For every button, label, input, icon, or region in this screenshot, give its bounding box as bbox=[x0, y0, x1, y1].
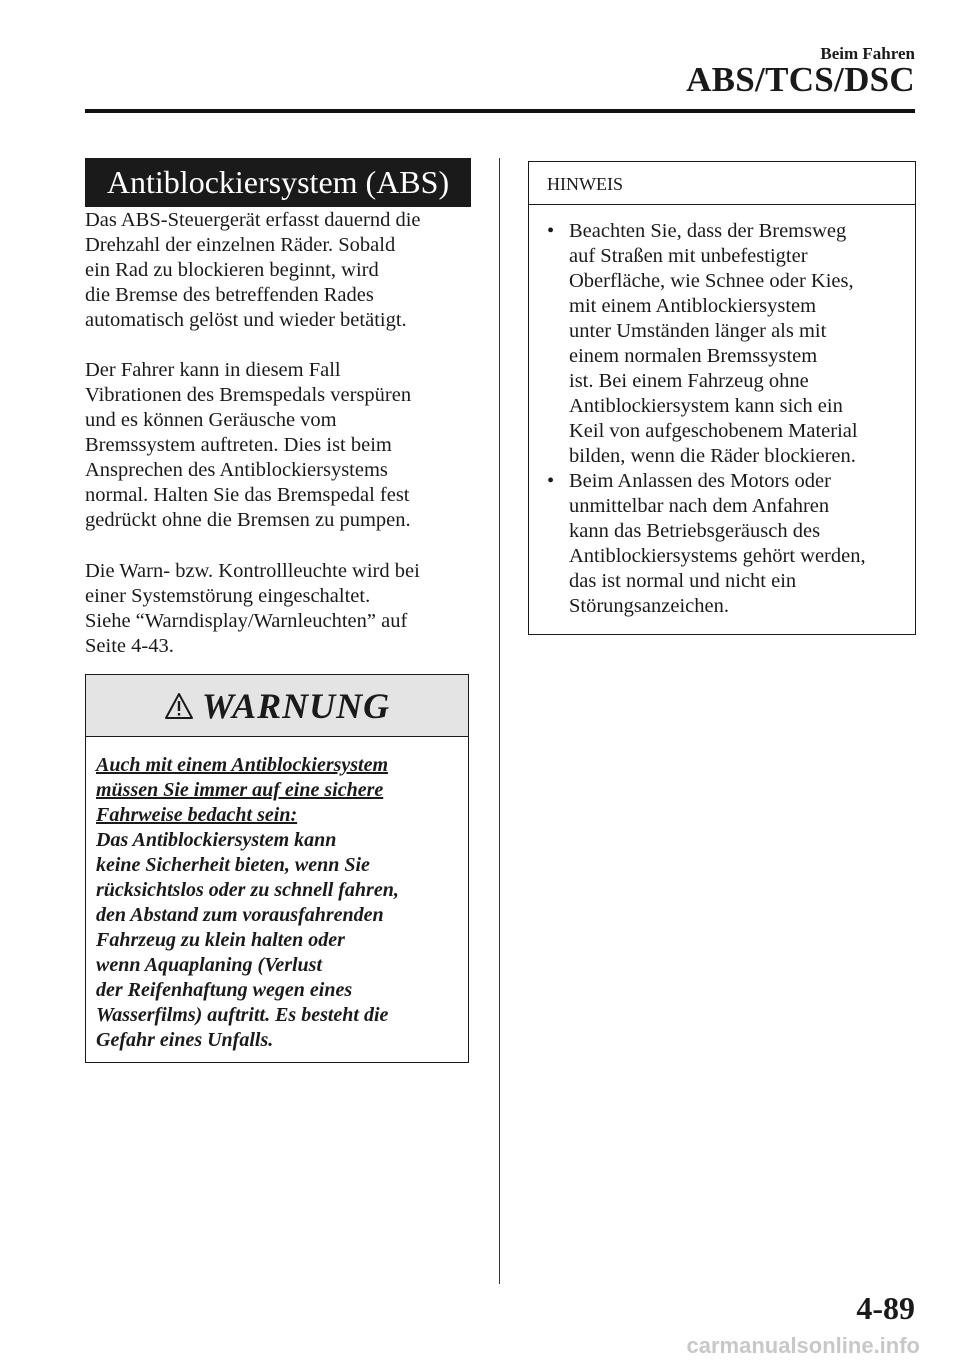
warning-line: Fahrzeug zu klein halten oder bbox=[96, 929, 345, 951]
text-line: Antiblockiersystems gehört werden, bbox=[569, 545, 866, 567]
warning-line: wenn Aquaplaning (Verlust bbox=[96, 954, 323, 976]
text-line: unter Umständen länger als mit bbox=[569, 320, 827, 342]
warning-box bbox=[85, 674, 469, 1063]
text-line: Beachten Sie, dass der Bremsweg bbox=[569, 220, 847, 242]
text-line: gedrückt ohne die Bremsen zu pumpen. bbox=[85, 509, 411, 531]
text-line: das ist normal und nicht ein bbox=[569, 570, 797, 592]
text-line: Antiblockiersystem kann sich ein bbox=[569, 395, 843, 417]
body-paragraph-2 bbox=[85, 358, 485, 533]
column-divider bbox=[499, 158, 500, 1284]
text-line: Vibrationen des Bremspedals verspüren bbox=[85, 384, 412, 406]
warning-line: den Abstand zum vorausfahrenden bbox=[96, 904, 384, 926]
text-line: und es können Geräusche vom bbox=[85, 409, 337, 431]
body-paragraph-3 bbox=[85, 559, 485, 659]
warning-line: Das Antiblockiersystem kann bbox=[96, 829, 337, 851]
text-line: Bremssystem auftreten. Dies ist beim bbox=[85, 434, 392, 456]
bullet-icon: • bbox=[547, 220, 555, 242]
text-line: Die Warn- bzw. Kontrollleuchte wird bei bbox=[85, 560, 420, 582]
warning-body bbox=[86, 737, 468, 1053]
text-line: Drehzahl der einzelnen Räder. Sobald bbox=[85, 234, 396, 256]
warning-line: Wasserfilms) auftritt. Es besteht die bbox=[96, 1004, 389, 1026]
warning-line: rücksichtslos oder zu schnell fahren, bbox=[96, 879, 399, 901]
text-line: kann das Betriebsgeräusch des bbox=[569, 520, 821, 542]
text-line: mit einem Antiblockiersystem bbox=[569, 295, 817, 317]
text-line: Oberfläche, wie Schnee oder Kies, bbox=[569, 270, 854, 292]
warning-header bbox=[86, 675, 468, 737]
text-line: Keil von aufgeschobenem Material bbox=[569, 420, 858, 442]
body-paragraph-1 bbox=[85, 208, 485, 333]
text-line: ist. Bei einem Fahrzeug ohne bbox=[569, 370, 809, 392]
watermark: carmanualsonline.info bbox=[686, 1333, 920, 1358]
warning-line: der Reifenhaftung wegen eines bbox=[96, 979, 353, 1001]
text-line: die Bremse des betreffenden Rades bbox=[85, 284, 374, 306]
note-box bbox=[528, 161, 916, 635]
warning-emphasis-line: Auch mit einem Antiblockiersystem bbox=[96, 754, 389, 776]
bullet-icon: • bbox=[547, 470, 555, 492]
header-rule bbox=[85, 109, 915, 113]
text-line: Störungsanzeichen. bbox=[569, 595, 729, 617]
list-item bbox=[541, 219, 903, 469]
text-line: einem normalen Bremssystem bbox=[569, 345, 818, 367]
warning-line: Gefahr eines Unfalls. bbox=[96, 1029, 274, 1051]
warning-line: keine Sicherheit bieten, wenn Sie bbox=[96, 854, 370, 876]
text-line: einer Systemstörung eingeschaltet. bbox=[85, 585, 371, 607]
page-number: 4-89 bbox=[856, 1290, 915, 1326]
text-line: Seite 4-43. bbox=[85, 635, 174, 657]
note-title: HINWEIS bbox=[529, 162, 915, 205]
text-line: Der Fahrer kann in diesem Fall bbox=[85, 359, 341, 381]
warning-emphasis-line: müssen Sie immer auf eine sichere bbox=[96, 779, 384, 801]
text-line: Beim Anlassen des Motors oder bbox=[569, 470, 831, 492]
text-line: auf Straßen mit unbefestigter bbox=[569, 245, 808, 267]
section-label: Beim Fahren bbox=[820, 44, 915, 63]
list-item bbox=[541, 469, 903, 619]
warning-triangle-icon bbox=[164, 692, 194, 720]
text-line: normal. Halten Sie das Bremspedal fest bbox=[85, 484, 410, 506]
note-list bbox=[529, 205, 915, 619]
text-line: Siehe “Warndisplay/Warnleuchten” auf bbox=[85, 610, 408, 632]
chapter-title: ABS/TCS/DSC bbox=[686, 60, 915, 99]
text-line: ein Rad zu blockieren beginnt, wird bbox=[85, 259, 379, 281]
text-line: bilden, wenn die Räder blockieren. bbox=[569, 445, 856, 467]
text-line: automatisch gelöst und wieder betätigt. bbox=[85, 309, 407, 331]
section-heading: Antiblockiersystem (ABS) bbox=[85, 158, 471, 207]
text-line: Das ABS-Steuergerät erfasst dauernd die bbox=[85, 209, 421, 231]
text-line: Ansprechen des Antiblockiersystems bbox=[85, 459, 388, 481]
warning-title: WARNUNG bbox=[201, 685, 391, 726]
warning-emphasis-line: Fahrweise bedacht sein: bbox=[96, 804, 298, 826]
text-line: unmittelbar nach dem Anfahren bbox=[569, 495, 830, 517]
